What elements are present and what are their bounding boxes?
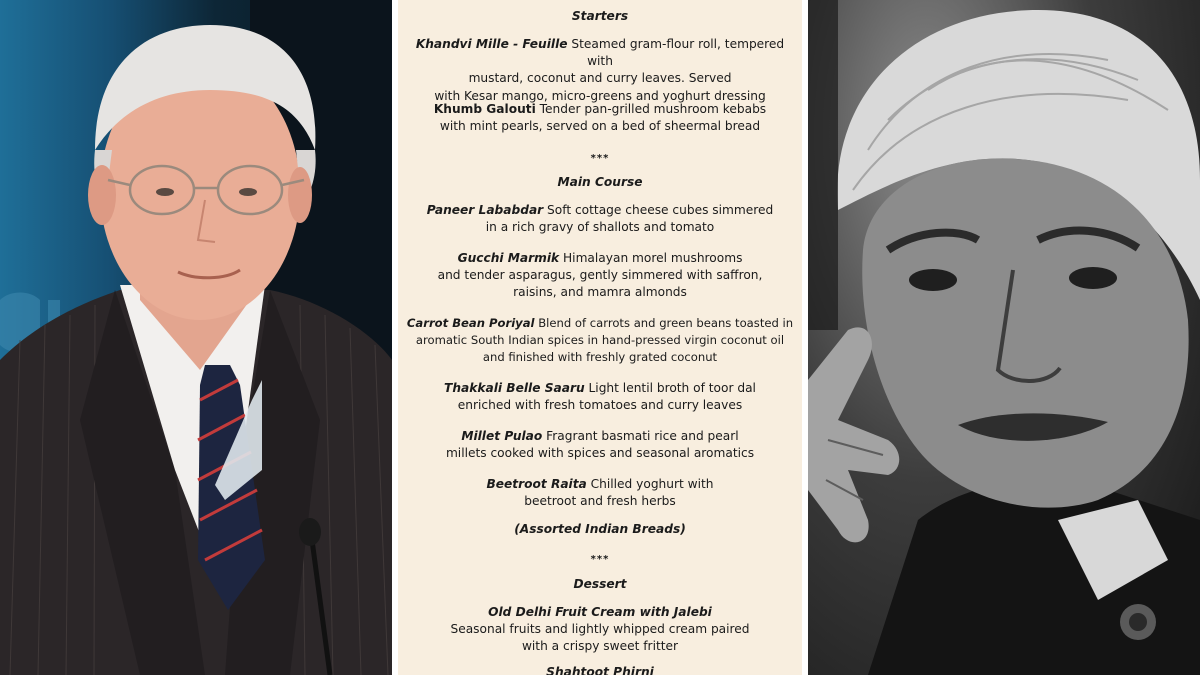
dish-desc: Soft cottage cheese cubes simmered	[543, 203, 774, 217]
dish-desc: Fragrant basmati rice and pearl	[542, 429, 739, 443]
dish-name: Paneer Lababdar	[426, 203, 544, 217]
dish-desc: Seasonal fruits and lightly whipped cream paired	[450, 622, 750, 637]
dish-name: Carrot Bean Poriyal	[406, 316, 535, 330]
dish-desc: and finished with freshly grated coconut	[482, 350, 718, 365]
dish-name: Khandvi Mille - Feuille	[415, 37, 568, 51]
separator: ***	[590, 554, 610, 565]
dish-paneer	[404, 202, 796, 236]
dish-gucchi	[404, 250, 796, 302]
dish-desc: Light lentil broth of toor dal	[584, 381, 756, 395]
dish-name: Old Delhi Fruit Cream with Jalebi	[488, 605, 712, 619]
dish-desc: Chilled yoghurt with	[586, 477, 714, 491]
right-portrait-illustration	[808, 0, 1200, 675]
separator: ***	[590, 153, 610, 164]
dish-name: Khumb Galouti	[433, 102, 536, 116]
dish-name: Millet Pulao	[461, 429, 543, 443]
dish-shahtoot	[404, 664, 796, 675]
dish-desc: raisins, and mamra almonds	[513, 285, 687, 300]
dish-desc: with Kesar mango, micro-greens and yoghurt dressing	[434, 88, 766, 103]
dish-khandvi	[404, 36, 796, 105]
dish-fruit-cream	[404, 604, 796, 656]
left-portrait-photo	[0, 0, 392, 675]
dish-name: (Assorted Indian Breads)	[514, 522, 686, 536]
dish-raita	[404, 476, 796, 510]
dish-poriyal	[404, 315, 796, 367]
dish-desc: mustard, coconut and curry leaves. Served	[468, 71, 732, 86]
right-portrait-photo	[808, 0, 1200, 675]
starters-heading: Starters	[571, 9, 629, 23]
dish-khumb	[404, 101, 796, 135]
dish-desc: beetroot and fresh herbs	[524, 494, 676, 509]
dish-desc: enriched with fresh tomatoes and curry leaves	[457, 398, 743, 413]
dish-desc: Himalayan morel mushrooms	[559, 251, 743, 265]
dish-name: Beetroot Raita	[486, 477, 587, 491]
main-course-heading: Main Course	[557, 175, 643, 189]
dish-desc: millets cooked with spices and seasonal aromatics	[445, 446, 755, 461]
dish-desc: and tender asparagus, gently simmered with saffron,	[437, 268, 763, 283]
dish-name: Gucchi Marmik	[457, 251, 560, 265]
dish-desc: with a crispy sweet fritter	[521, 639, 679, 654]
dish-desc: Blend of carrots and green beans toasted in	[534, 316, 794, 330]
dish-pulao	[404, 428, 796, 462]
dish-name: Thakkali Belle Saaru	[444, 381, 585, 395]
dinner-menu-card	[398, 0, 802, 675]
dish-name: Shahtoot Phirni	[546, 665, 654, 675]
left-portrait-illustration	[0, 0, 392, 675]
dish-desc: Steamed gram-flour roll, tempered with	[567, 37, 785, 69]
dish-desc: Tender pan-grilled mushroom kebabs	[535, 102, 767, 116]
dish-desc: aromatic South Indian spices in hand-pressed virgin coconut oil	[415, 333, 785, 348]
dish-saaru	[404, 380, 796, 414]
dish-breads	[404, 521, 796, 538]
dish-desc: in a rich gravy of shallots and tomato	[485, 220, 715, 235]
dish-desc: with mint pearls, served on a bed of sheermal bread	[439, 119, 761, 134]
dessert-heading: Dessert	[573, 577, 627, 591]
